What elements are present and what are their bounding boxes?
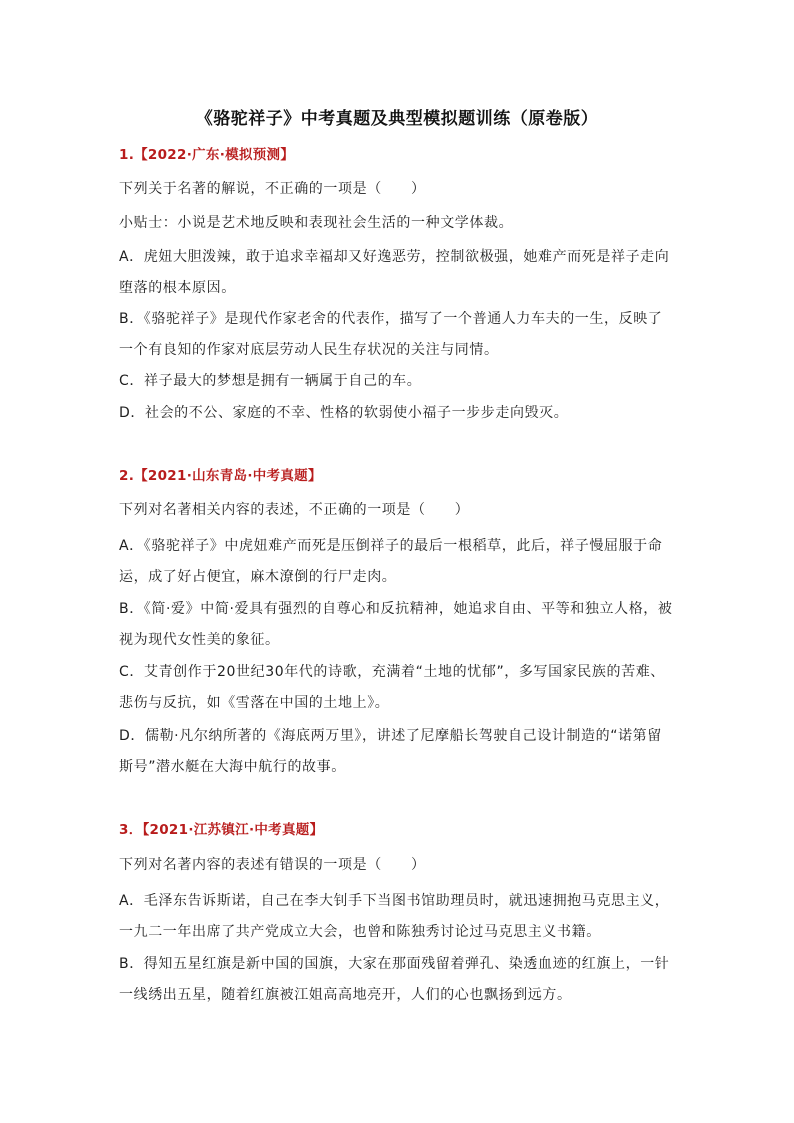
question-1-option-a-line-1: A．虎妞大胆泼辣，敢于追求幸福却又好逸恶劳，控制欲极强，她难产而死是祥子走向 xyxy=(119,249,670,265)
question-2-option-d-line-2: 斯号”潜水艇在大海中航行的故事。 xyxy=(119,759,346,775)
question-2-stem: 下列对名著相关内容的表述，不正确的一项是（ ） xyxy=(119,502,470,518)
question-1-option-a-line-2: 堕落的根本原因。 xyxy=(119,280,236,296)
question-3-stem: 下列对名著内容的表述有错误的一项是（ ） xyxy=(119,857,426,873)
question-1-option-b-line-1: B．《骆驼祥子》是现代作家老舍的代表作，描写了一个普通人力车夫的一生，反映了 xyxy=(119,311,663,327)
question-3-option-b-line-1: B．得知五星红旗是新中国的国旗，大家在那面残留着弹孔、染透血迹的红旗上，一针 xyxy=(119,956,670,972)
question-2-option-c-line-1: C．艾青创作于20世纪30年代的诗歌，充满着“土地的忧郁”，多写国家民族的苦难、 xyxy=(119,664,665,680)
question-1-tip: 小贴士：小说是艺术地反映和表现社会生活的一种文学体裁。 xyxy=(119,215,514,231)
question-3-option-a-line-1: A．毛泽东告诉斯诺，自己在李大钊手下当图书馆助理员时，就迅速拥抱马克思主义， xyxy=(119,893,670,909)
question-2-option-d-line-1: D．儒勒·凡尔纳所著的《海底两万里》，讲述了尼摩船长驾驶自己设计制造的“诺第留 xyxy=(119,728,662,744)
question-3-header: 3．【2021·江苏镇江·中考真题】 xyxy=(119,822,324,838)
question-2-option-a-line-2: 运，成了好占便宜，麻木潦倒的行尸走肉。 xyxy=(119,569,397,585)
question-2-option-a-line-1: A．《骆驼祥子》中虎妞难产而死是压倒祥子的最后一根稻草，此后，祥子慢屈服于命 xyxy=(119,538,663,554)
question-1-option-c: C．祥子最大的梦想是拥有一辆属于自己的车。 xyxy=(119,373,422,389)
question-3-option-b-line-2: 一线绣出五星，随着红旗被江姐高高地亮开，人们的心也飘扬到远方。 xyxy=(119,987,572,1003)
question-1-option-d: D．社会的不公、家庭的不幸、性格的软弱使小福子一步步走向毁灭。 xyxy=(119,405,569,421)
question-2-option-b-line-1: B．《简·爱》中简·爱具有强烈的自尊心和反抗精神，她追求自由、平等和独立人格，被 xyxy=(119,601,673,617)
question-3-option-a-line-2: 一九二一年出席了共产党成立大会，也曾和陈独秀讨论过马克思主义书籍。 xyxy=(119,924,601,940)
question-1-header: 1.【2022·广东·模拟预测】 xyxy=(119,147,295,163)
question-2-option-c-line-2: 悲伤与反抗，如《雪落在中国的土地上》。 xyxy=(119,695,390,711)
question-1-stem: 下列关于名著的解说，不正确的一项是（ ） xyxy=(119,181,426,197)
question-2-option-b-line-2: 视为现代女性美的象征。 xyxy=(119,632,280,648)
question-2-header: 2.【2021·山东青岛·中考真题】 xyxy=(119,468,322,484)
question-1-option-b-line-2: 一个有良知的作家对底层劳动人民生存状况的关注与同情。 xyxy=(119,342,499,358)
page-title: 《骆驼祥子》中考真题及典型模拟题训练（原卷版） xyxy=(195,109,599,129)
